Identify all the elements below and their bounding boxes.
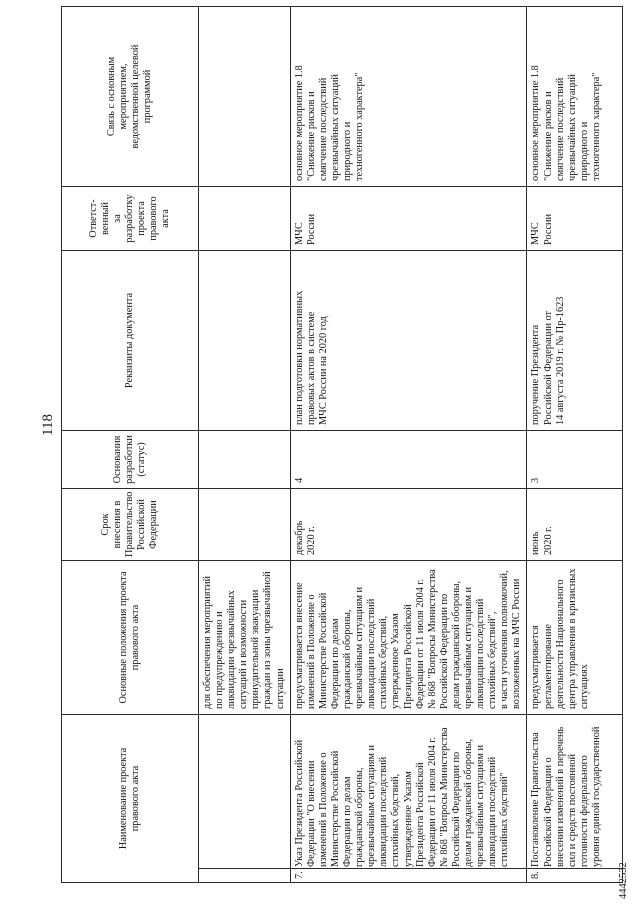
cell-provisions: для обеспечения мероприятий по предупреждению и ликвидации чрезвычайных ситуаций и возможности принудительной эвакуации граждан из зоны чрезвычайной ситуации — [199, 560, 291, 714]
cell-provisions: предусматривается внесение изменений в Положение о Министерстве Российской Федерации по делам гражданской обороны, чрезвычайным ситуациям и ликвидации последствий стихийных бедствий, утвержденное Указом Президента Российской Федерации от 11 июля 2004 г. № 868 "Вопросы Министерства Российской Федерации по делам гражданской обороны, чрезвычайным ситуациям и ликвидации последствий стихийных бедствий", в части уточнения полномочий, возложенных на МЧС России — [290, 560, 527, 714]
cell-name — [199, 714, 291, 868]
cell-requisites: поручение Президента Российской Федерации от 14 августа 2019 г. № Пр-1623 — [527, 250, 623, 430]
cell-num: 8. — [527, 869, 623, 883]
header-name: Наименование проекта правового акта — [62, 714, 199, 882]
cell-deadline — [199, 488, 291, 560]
cell-responsible: МЧС России — [527, 186, 623, 250]
cell-provisions: предусматривается регламентирование деятельности Национального центра управления в кризисных ситуациях — [527, 560, 623, 714]
legal-acts-table — [61, 6, 623, 883]
cell-link: основное мероприятие 1.8 "Снижение рисков и смягчение последствий чрезвычайных ситуаций природного и техногенного характера" — [290, 6, 527, 186]
cell-num — [199, 869, 291, 883]
table-header-row — [62, 6, 199, 882]
cell-basis — [199, 430, 291, 488]
table-row-continuation — [199, 6, 291, 882]
header-provisions: Основные положения проекта правового акта — [62, 560, 199, 714]
header-link: Связь с основным мероприятием, ведомственной целевой программой — [62, 6, 199, 186]
cell-link — [199, 6, 291, 186]
table-row — [290, 6, 527, 882]
header-responsible: Ответст- венный за разработку проекта правового акта — [62, 186, 199, 250]
cell-responsible: МЧС России — [290, 186, 527, 250]
cell-name: Постановление Правительства Российской Федерации о внесении изменений в перечень сил и средств постоянной готовности федерального уровня единой государственной — [527, 714, 623, 868]
cell-name: Указ Президента Российской Федерации "О внесении изменений в Положение о Министерстве Российской Федерации по делам гражданской обороны, чрезвычайным ситуациям и ликвидации последствий стихийных бедствий, утвержденное Указом Президента Российской Федерации от 11 июля 2004 г. № 868 "Вопросы Министерства Российской Федерации по делам гражданской обороны, чрезвычайным ситуациям и ликвидации последствий стихийных бедствий" — [290, 714, 527, 868]
cell-link: основное мероприятие 1.8 "Снижение рисков и смягчение последствий чрезвычайных ситуаций природного и техногенного характера" — [527, 6, 623, 186]
header-deadline: Срок внесения в Правительство Российской Федерации — [62, 488, 199, 560]
cell-deadline: декабрь 2020 г. — [290, 488, 527, 560]
document-code: 4442532 — [618, 862, 629, 899]
cell-requisites — [199, 250, 291, 430]
cell-basis: 3 — [527, 430, 623, 488]
page-number: 118 — [40, 414, 56, 436]
header-requisites: Реквизиты документа — [62, 250, 199, 430]
cell-basis: 4 — [290, 430, 527, 488]
cell-responsible — [199, 186, 291, 250]
table-row — [527, 6, 623, 882]
cell-deadline: июнь 2020 г. — [527, 488, 623, 560]
header-basis: Основания разработки (статус) — [62, 430, 199, 488]
cell-num: 7. — [290, 869, 527, 883]
cell-requisites: план подготовки нормативных правовых актов в системе МЧС России на 2020 год — [290, 250, 527, 430]
